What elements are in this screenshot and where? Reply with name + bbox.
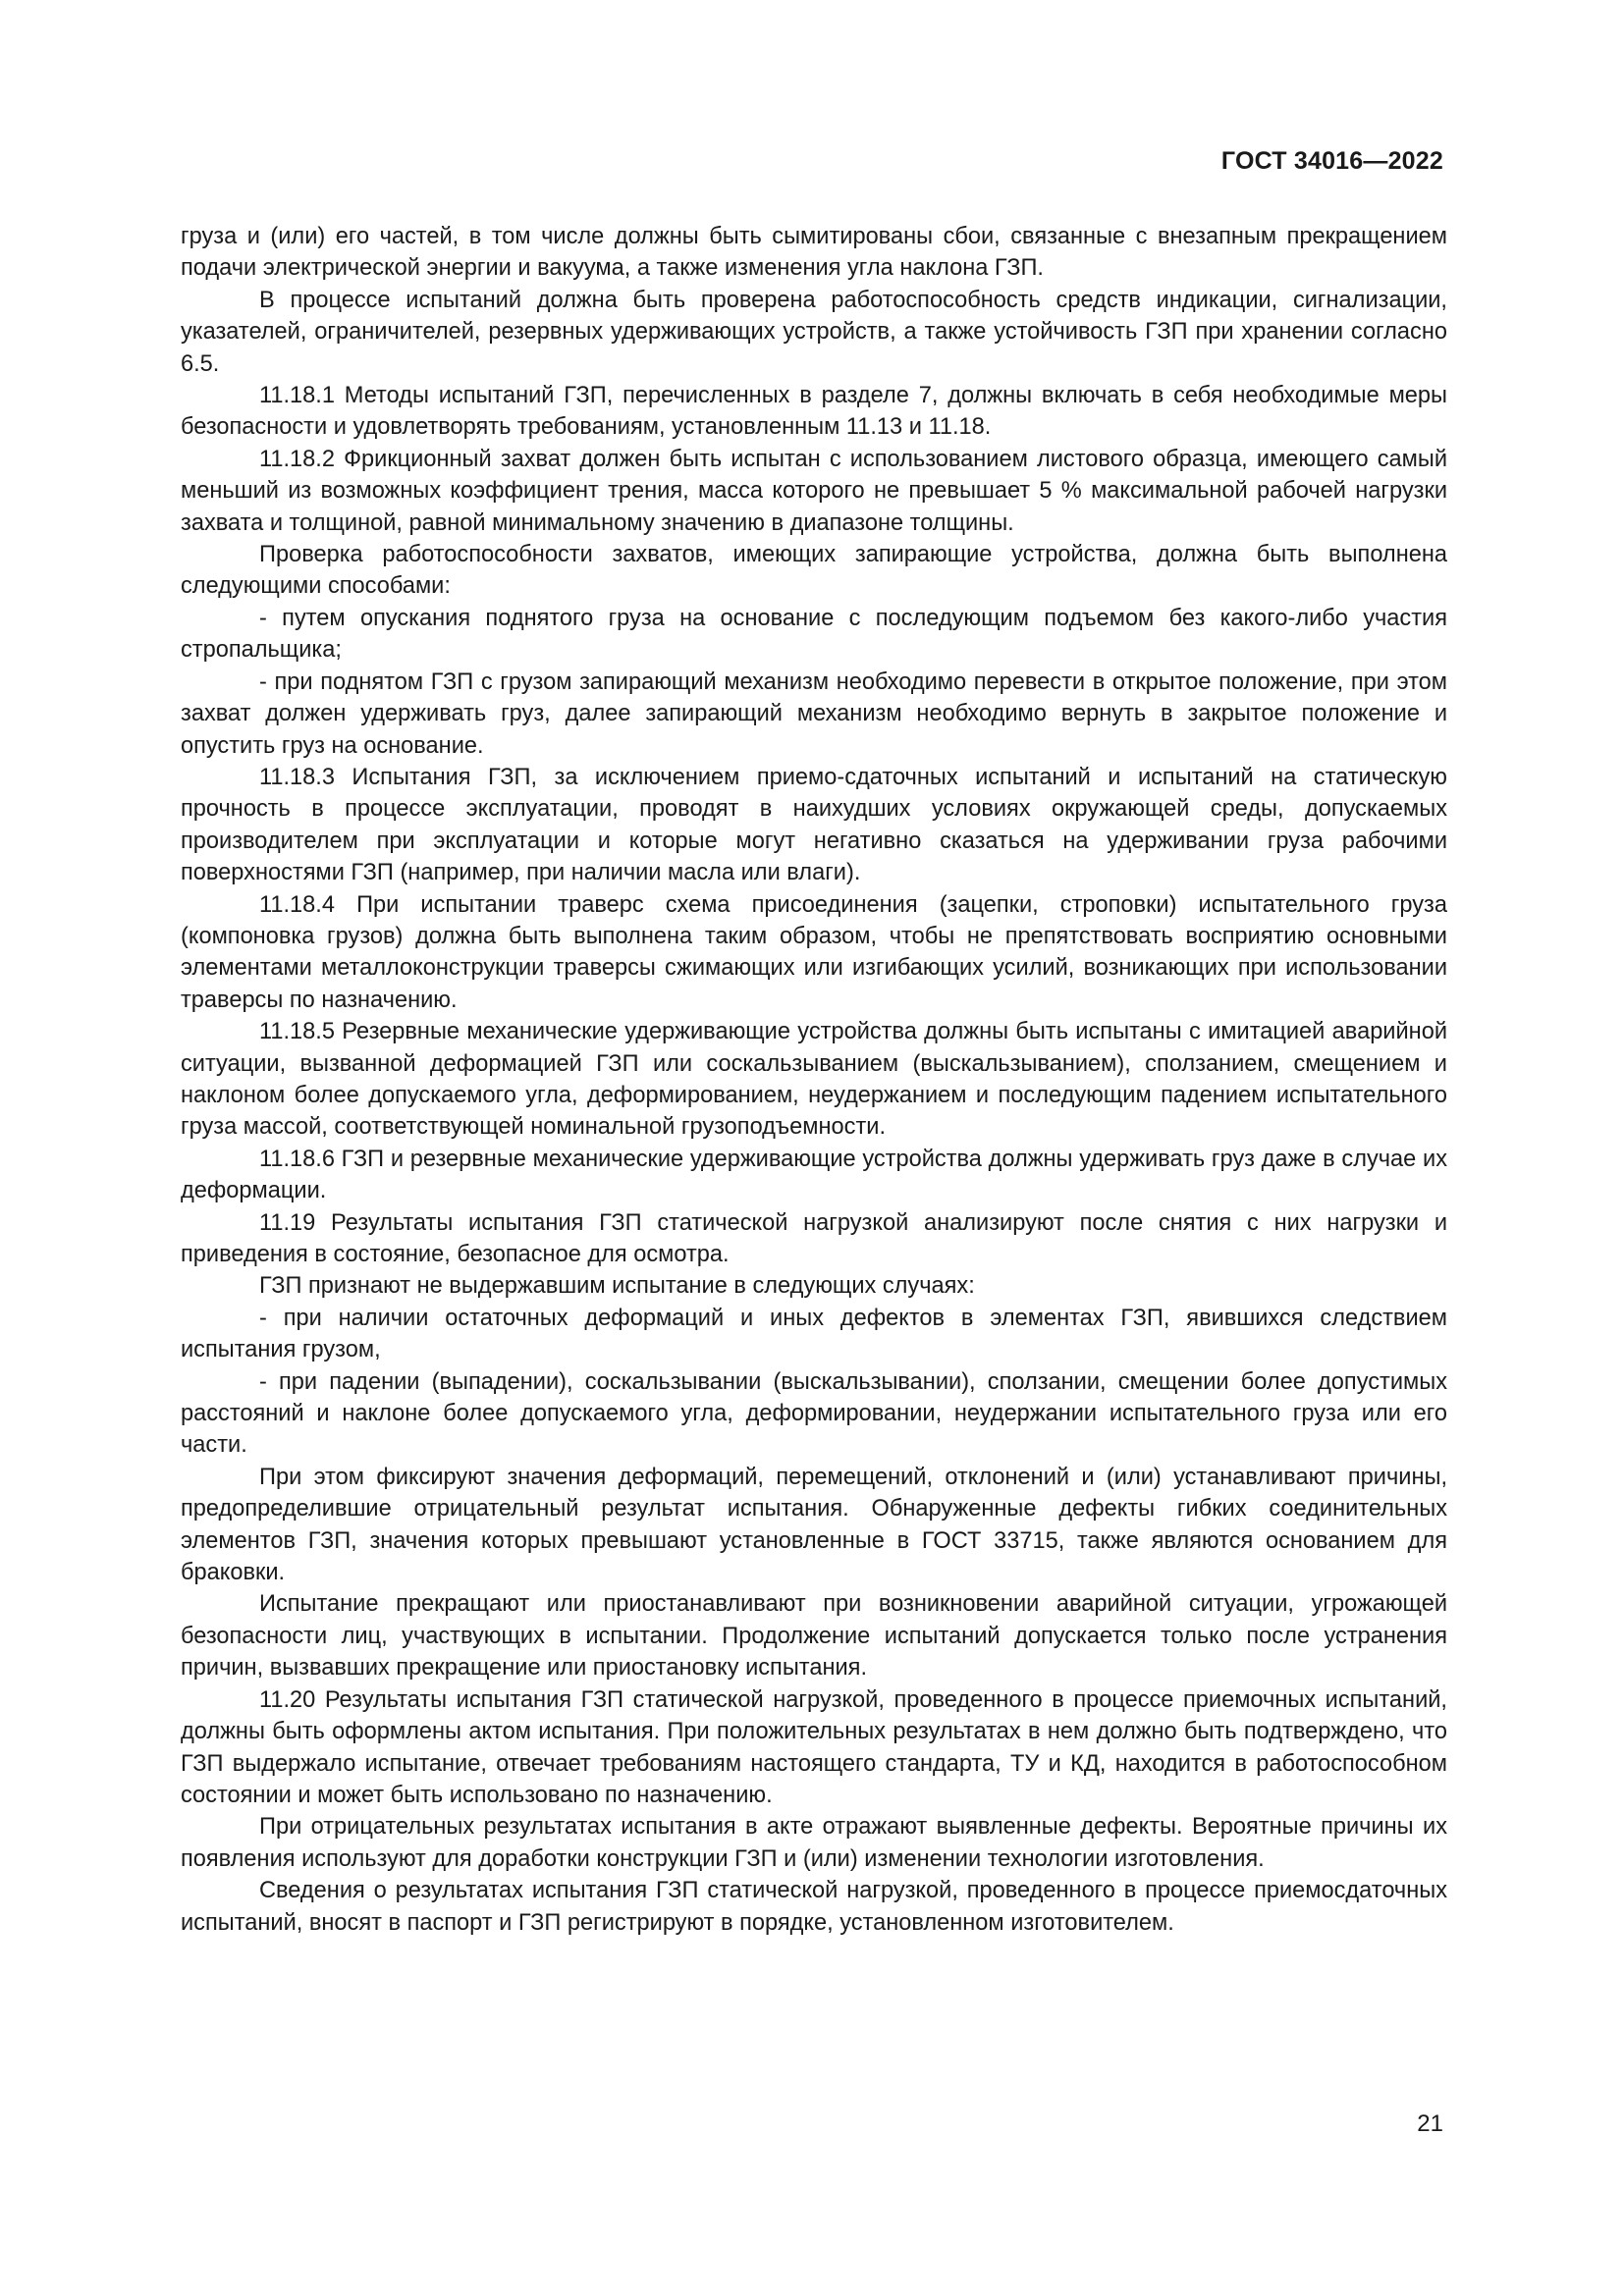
- paragraph-locking-check: Проверка работоспособности захватов, имеющих запирающие устройства, должна быть выполнена следующими способами:: [181, 542, 1447, 600]
- paragraph-11-18-5: 11.18.5 Резервные механические удерживающие устройства должны быть испытаны с имитацией аварийной ситуации, вызванной деформацией ГЗП или соскальзыванием (выскальзыванием), сползанием, смещением и наклоном более допускаемого угла, деформированием, неудержанием и последующим падением испытательного груза массой, соответствующей номинальной грузоподъемности.: [181, 1019, 1447, 1141]
- page-body: [181, 221, 1447, 1939]
- paragraph-11-18-1: 11.18.1 Методы испытаний ГЗП, перечисленных в разделе 7, должны включать в себя необходимые меры безопасности и удовлетворять требованиям, установленным 11.13 и 11.18.: [181, 383, 1447, 441]
- paragraph-11-20: 11.20 Результаты испытания ГЗП статической нагрузкой, проведенного в процессе приемочных испытаний, должны быть оформлены актом испытания. При положительных результатах в нем должно быть подтверждено, что ГЗП выдержало испытание, отвечает требованиям настоящего стандарта, ТУ и КД, находится в работоспособном состоянии и может быть использовано по назначению.: [181, 1686, 1447, 1808]
- list-item-locking-open: - при поднятом ГЗП с грузом запирающий механизм необходимо перевести в открытое положение, при этом захват должен удерживать груз, далее запирающий механизм необходимо вернуть в закрытое положение и опустить груз на основание.: [181, 668, 1447, 759]
- list-item-lowering: - путем опускания поднятого груза на основание с последующим подъемом без какого-либо участия стропальщика;: [181, 605, 1447, 664]
- paragraph-stopping-test: Испытание прекращают или приостанавливают при возникновении аварийной ситуации, угрожающей безопасности лиц, участвующих в испытании. Продолжение испытаний допускается только после устранения причин, вызвавших прекращение или приостановку испытания.: [181, 1591, 1447, 1682]
- page-number: 21: [1417, 2110, 1443, 2137]
- list-item-residual-deformation: - при наличии остаточных деформаций и иных дефектов в элементах ГЗП, явившихся следствием испытания грузом,: [181, 1305, 1447, 1363]
- paragraph-11-18-4: 11.18.4 При испытании траверс схема присоединения (зацепки, строповки) испытательного груза (компоновка грузов) должна быть выполнена таким образом, чтобы не препятствовать восприятию основными элементами металлоконструкции траверсы сжимающих или изгибающих усилий, возникающих при использовании траверсы по назначению.: [181, 891, 1447, 1013]
- paragraph-passport-records: Сведения о результатах испытания ГЗП статической нагрузкой, проведенного в процессе приемосдаточных испытаний, вносят в паспорт и ГЗП регистрируют в порядке, установленном изготовителем.: [181, 1878, 1447, 1936]
- paragraph-indication-check: В процессе испытаний должна быть проверена работоспособность средств индикации, сигнализации, указателей, ограничителей, резервных удерживающих устройств, а также устойчивость ГЗП при хранении согласно 6.5.: [181, 287, 1447, 377]
- paragraph-11-18-3: 11.18.3 Испытания ГЗП, за исключением приемо-сдаточных испытаний и испытаний на статическую прочность в процессе эксплуатации, проводят в наихудших условиях окружающей среды, допускаемых производителем при эксплуатации и которые могут негативно сказаться на удерживании груза рабочими поверхностями ГЗП (например, при наличии масла или влаги).: [181, 764, 1447, 886]
- paragraph-failure-cases: ГЗП признают не выдержавшим испытание в следующих случаях:: [259, 1273, 975, 1300]
- paragraph-11-18-2: 11.18.2 Фрикционный захват должен быть испытан с использованием листового образца, имеющего самый меньший из возможных коэффициент трения, масса которого не превышает 5 % максимальной рабочей нагрузки захвата и толщиной, равной минимальному значению в диапазоне толщины.: [181, 446, 1447, 536]
- document-code-header: ГОСТ 34016—2022: [1220, 147, 1443, 175]
- paragraph-recording: При этом фиксируют значения деформаций, перемещений, отклонений и (или) устанавливают причины, предопределившие отрицательный результат испытания. Обнаруженные дефекты гибких соединительных элементов ГЗП, значения которых превышают установленные в ГОСТ 33715, также являются основанием для браковки.: [181, 1464, 1447, 1586]
- list-item-falling: - при падении (выпадении), соскальзывании (выскальзывании), сползании, смещении более допустимых расстояний и наклоне более допускаемого угла, деформировании, неудержании испытательного груза или его части.: [181, 1368, 1447, 1459]
- paragraph-11-19: 11.19 Результаты испытания ГЗП статической нагрузкой анализируют после снятия с них нагрузки и приведения в состояние, безопасное для осмотра.: [181, 1209, 1447, 1267]
- paragraph-11-18-6: 11.18.6 ГЗП и резервные механические удерживающие устройства должны удерживать груз даже в случае их деформации.: [181, 1146, 1447, 1204]
- paragraph-continuation: груза и (или) его частей, в том числе должны быть сымитированы сбои, связанные с внезапным прекращением подачи электрической энергии и вакуума, а также изменения угла наклона ГЗП.: [181, 224, 1447, 282]
- paragraph-negative-results: При отрицательных результатах испытания в акте отражают выявленные дефекты. Вероятные причины их появления используют для доработки конструкции ГЗП и (или) изменении технологии изготовления.: [181, 1814, 1447, 1872]
